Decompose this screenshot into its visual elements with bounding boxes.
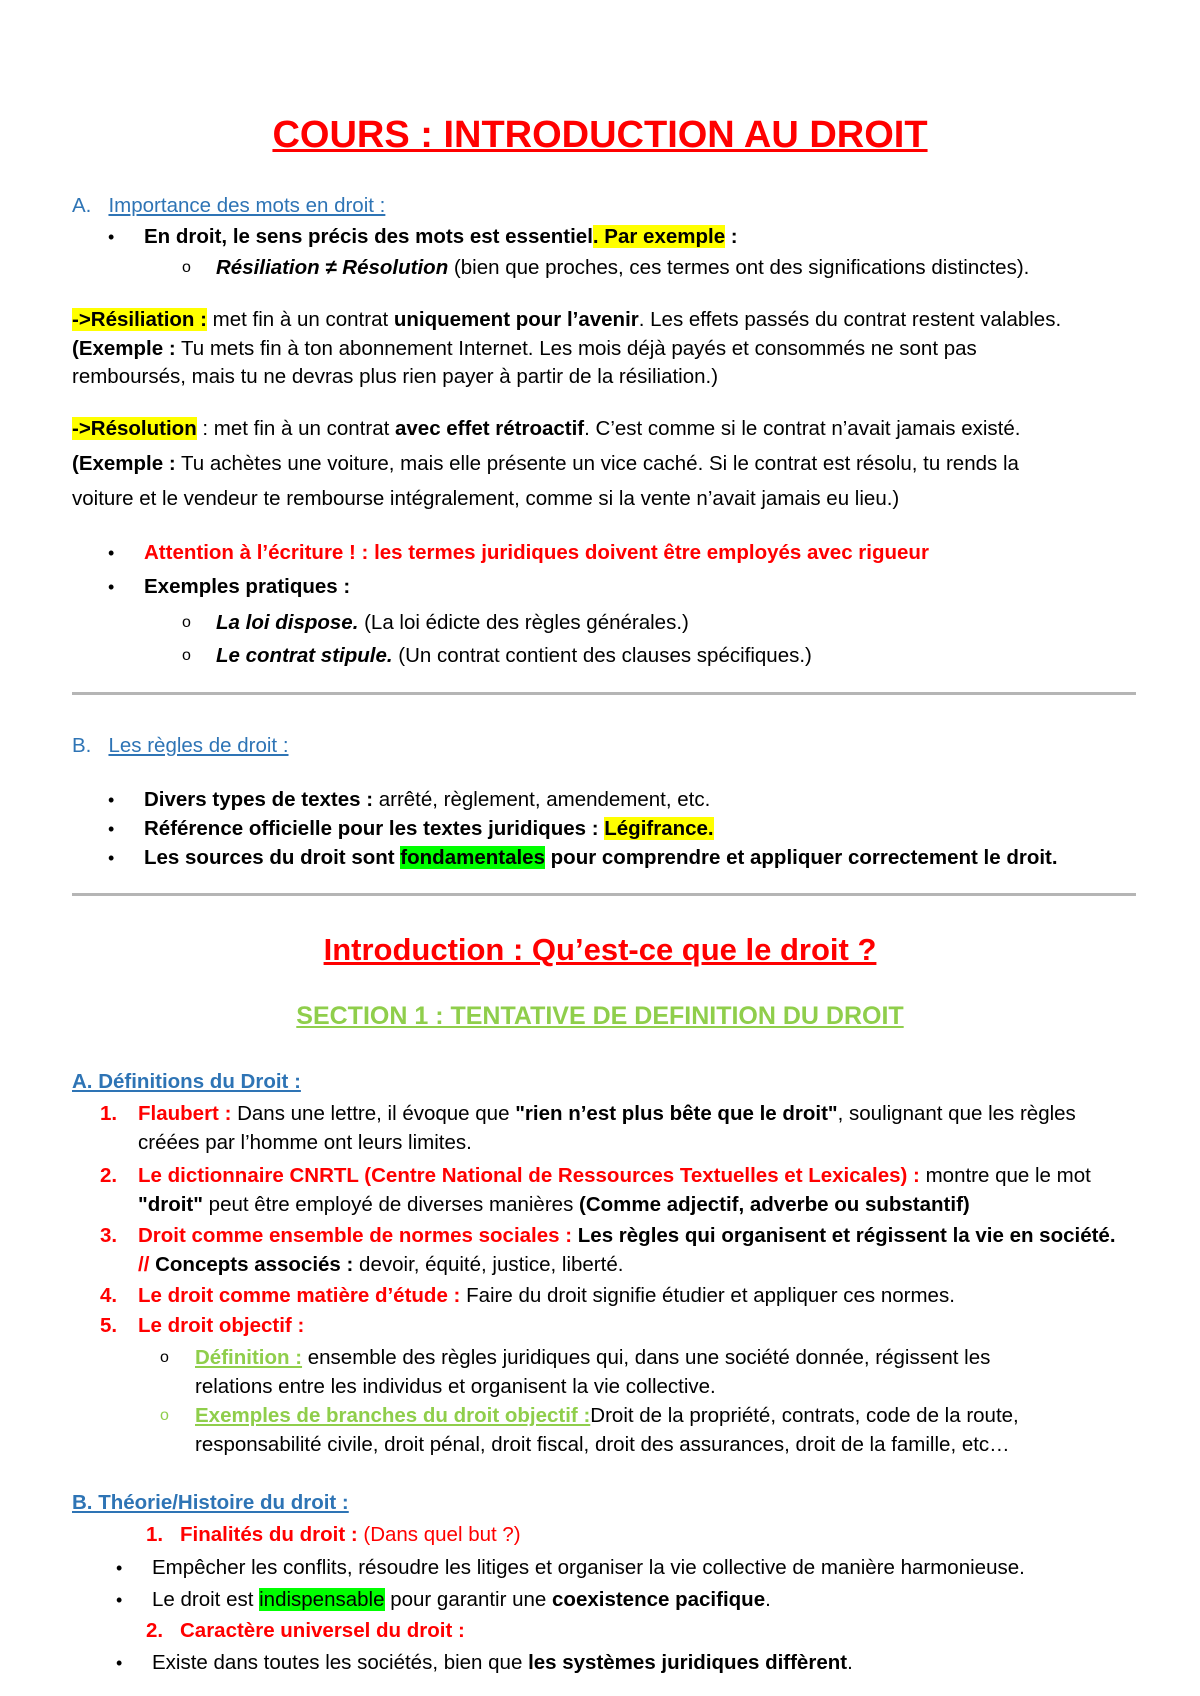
section-1-title: SECTION 1 : TENTATIVE DE DEFINITION DU DROIT [296, 1002, 904, 1030]
flaubert-label: Flaubert : [138, 1102, 232, 1125]
normes-text: Les règles qui organisent et régissent la vie en société. [572, 1224, 1116, 1247]
flaubert-quote: "rien n’est plus bête que le droit" [515, 1102, 838, 1125]
def-etude [138, 1283, 955, 1309]
list-number: 1. [100, 1102, 118, 1125]
resolution-example-2: voiture et le vendeur te rembourse intégralement, comme si la vente n’avait jamais eu lieu.) [72, 487, 900, 510]
coexistence-text: coexistence pacifique [552, 1588, 766, 1611]
indispensable-text-2: pour garantir une [384, 1588, 553, 1611]
term-comparison: Résiliation ≠ Résolution [216, 256, 449, 279]
def-normes [138, 1223, 1116, 1249]
bullet-icon: • [116, 1558, 123, 1578]
resiliation-text-3: . Les effets passés du contrat restent valables. [638, 308, 1062, 331]
list-number: 4. [100, 1284, 118, 1307]
etude-text: Faire du droit signifie étudier et appliquer ces normes. [460, 1284, 955, 1307]
example-loi-note: (La loi édicte des règles générales.) [358, 611, 689, 634]
cnrtl-text-3: (Comme adjectif, adverbe ou substantif) [579, 1193, 970, 1216]
section-divider [72, 692, 1136, 695]
indispensable-text-1: Le droit est [152, 1588, 260, 1611]
normes-label: Droit comme ensemble de normes sociales : [138, 1224, 573, 1247]
list-number: 3. [100, 1224, 118, 1247]
list-number: 5. [100, 1314, 118, 1337]
practical-examples-heading: Exemples pratiques : [144, 575, 351, 598]
universel-period: . [847, 1651, 853, 1674]
cnrtl-quote: "droit" [138, 1193, 203, 1216]
def-flaubert [138, 1101, 1076, 1127]
part-a-heading [72, 193, 385, 219]
part-a-title: Importance des mots en droit : [108, 194, 386, 217]
concepts-list: devoir, équité, justice, liberté. [353, 1253, 624, 1276]
list-number: 2. [100, 1164, 118, 1187]
resolution-example-1 [72, 451, 1019, 477]
bullet-icon: • [108, 577, 115, 597]
universel-text-1: Existe dans toutes les sociétés, bien que [152, 1651, 529, 1674]
resiliation-text-2: uniquement pour l’avenir [393, 308, 639, 331]
course-title: COURS : INTRODUCTION AU DROIT [272, 114, 928, 156]
normes-slashes: // [138, 1253, 150, 1276]
bullet-sources [144, 845, 1058, 871]
finalites-label: Finalités du droit : [180, 1523, 358, 1546]
highlight-fondamentales: fondamentales [400, 846, 545, 869]
flaubert-text-2: , soulignant que les règles [837, 1102, 1076, 1125]
bullet-precision-text: En droit, le sens précis des mots est essentiel [144, 225, 593, 248]
bullet-official-reference [144, 816, 714, 842]
etude-label: Le droit comme matière d’étude : [138, 1284, 461, 1307]
resiliation-example-1 [72, 336, 977, 362]
universel-label: Caractère universel du droit : [180, 1619, 465, 1642]
example-contrat-note: (Un contrat contient des clauses spécifiques.) [392, 644, 812, 667]
bullet-conflits: Empêcher les conflits, résoudre les litiges et organiser la vie collective de manière harmonieuse. [152, 1556, 1025, 1579]
resolution-line-1 [72, 416, 1020, 442]
finalites-line [180, 1522, 521, 1548]
def-cnrtl [138, 1163, 1091, 1189]
sources-text-1: Les sources du droit sont [144, 846, 401, 869]
sub-bullet-icon: o [182, 259, 191, 276]
def-objectif-label: Le droit objectif : [138, 1314, 305, 1337]
flaubert-text-1: Dans une lettre, il évoque que [231, 1102, 516, 1125]
sub-bullet-icon: o [182, 614, 191, 631]
sources-text-2: pour comprendre et appliquer correctement le droit. [544, 846, 1058, 869]
def-flaubert-cont: créées par l’homme ont leurs limites. [138, 1131, 472, 1154]
finalites-note: (Dans quel but ?) [357, 1523, 521, 1546]
definitions-heading: A. Définitions du Droit : [72, 1070, 301, 1093]
resiliation-example-2: remboursés, mais tu ne devras plus rien payer à partir de la résiliation.) [72, 365, 719, 388]
theory-heading: B. Théorie/Histoire du droit : [72, 1491, 349, 1514]
term-comparison-note: (bien que proches, ces termes ont des significations distinctes). [448, 256, 1030, 279]
part-b-marker: B. [72, 734, 92, 757]
definition-text-1: ensemble des règles juridiques qui, dans une société donnée, régissent les [302, 1346, 991, 1369]
bullet-icon: • [108, 848, 115, 868]
attention-note: Attention à l’écriture ! : les termes juridiques doivent être employés avec rigueur [144, 541, 929, 564]
def-objectif-definition-cont: relations entre les individus et organisent la vie collective. [195, 1375, 716, 1398]
def-normes-cont [138, 1252, 623, 1278]
section-divider [72, 893, 1136, 896]
list-number: 1. [146, 1523, 164, 1546]
list-number: 2. [146, 1619, 164, 1642]
universel-bold: les systèmes juridiques diffèrent [528, 1651, 848, 1674]
def-objectif-definition [195, 1345, 990, 1371]
def-cnrtl-cont [138, 1192, 970, 1218]
definition-label: Définition : [195, 1346, 303, 1369]
resolution-text-3: . C’est comme si le contrat n’avait jamais existé. [584, 417, 1021, 440]
cnrtl-text-2: peut être employé de diverses manières [202, 1193, 580, 1216]
branches-text-1: Droit de la propriété, contrats, code de la route, [590, 1404, 1019, 1427]
highlight-legifrance: Légifrance. [604, 817, 714, 840]
bullet-icon: • [108, 790, 115, 810]
sub-bullet-resiliation-resolution [216, 255, 1029, 281]
part-b-title: Les règles de droit : [108, 734, 289, 757]
sub-bullet-icon: o [182, 647, 191, 664]
resolution-example-label: (Exemple : [72, 452, 176, 475]
resolution-label: ->Résolution [72, 417, 197, 440]
bullet-icon: • [116, 1653, 123, 1673]
introduction-title: Introduction : Qu’est-ce que le droit ? [323, 932, 877, 967]
highlight-indispensable: indispensable [259, 1588, 385, 1611]
example-loi-term: La loi dispose. [216, 611, 359, 634]
bullet-universel [152, 1650, 853, 1676]
indispensable-period: . [765, 1588, 771, 1611]
bullet-precision-colon: : [725, 225, 738, 248]
resolution-text-2: avec effet rétroactif [394, 417, 585, 440]
example-loi [216, 610, 689, 636]
example-contrat [216, 643, 812, 669]
resiliation-text-1: met fin à un contrat [206, 308, 394, 331]
bullet-icon: • [116, 1590, 123, 1610]
branches-label: Exemples de branches du droit objectif : [195, 1404, 591, 1427]
resiliation-label: ->Résiliation : [72, 308, 207, 331]
bullet-text-types [144, 787, 710, 813]
official-reference-label: Référence officielle pour les textes juridiques : [144, 817, 605, 840]
text-types-label: Divers types de textes : [144, 788, 374, 811]
cnrtl-text-1: montre que le mot [919, 1164, 1091, 1187]
resiliation-example-label: (Exemple : [72, 337, 176, 360]
resiliation-line-1 [72, 307, 1061, 333]
resolution-text-1: : met fin à un contrat [196, 417, 395, 440]
bullet-indispensable [152, 1587, 771, 1613]
part-b-heading [72, 733, 289, 759]
def-objectif-branches [195, 1403, 1019, 1429]
sub-bullet-icon: o [160, 1407, 169, 1424]
bullet-icon: • [108, 543, 115, 563]
bullet-icon: • [108, 227, 115, 247]
example-contrat-term: Le contrat stipule. [216, 644, 393, 667]
text-types-list: arrêté, règlement, amendement, etc. [373, 788, 711, 811]
def-objectif-branches-cont: responsabilité civile, droit pénal, droit fiscal, droit des assurances, droit de la famille, etc… [195, 1433, 1010, 1456]
highlight-par-exemple: . Par exemple [592, 225, 726, 248]
resiliation-example-text-1: Tu mets fin à ton abonnement Internet. Les mois déjà payés et consommés ne sont pas [175, 337, 977, 360]
part-a-marker: A. [72, 194, 92, 217]
sub-bullet-icon: o [160, 1349, 169, 1366]
concepts-label: Concepts associés : [149, 1253, 354, 1276]
bullet-icon: • [108, 819, 115, 839]
cnrtl-label: Le dictionnaire CNRTL (Centre National de Ressources Textuelles et Lexicales) : [138, 1164, 920, 1187]
bullet-precision [144, 224, 738, 250]
resolution-example-text-1: Tu achètes une voiture, mais elle présente un vice caché. Si le contrat est résolu, tu rends la [175, 452, 1019, 475]
